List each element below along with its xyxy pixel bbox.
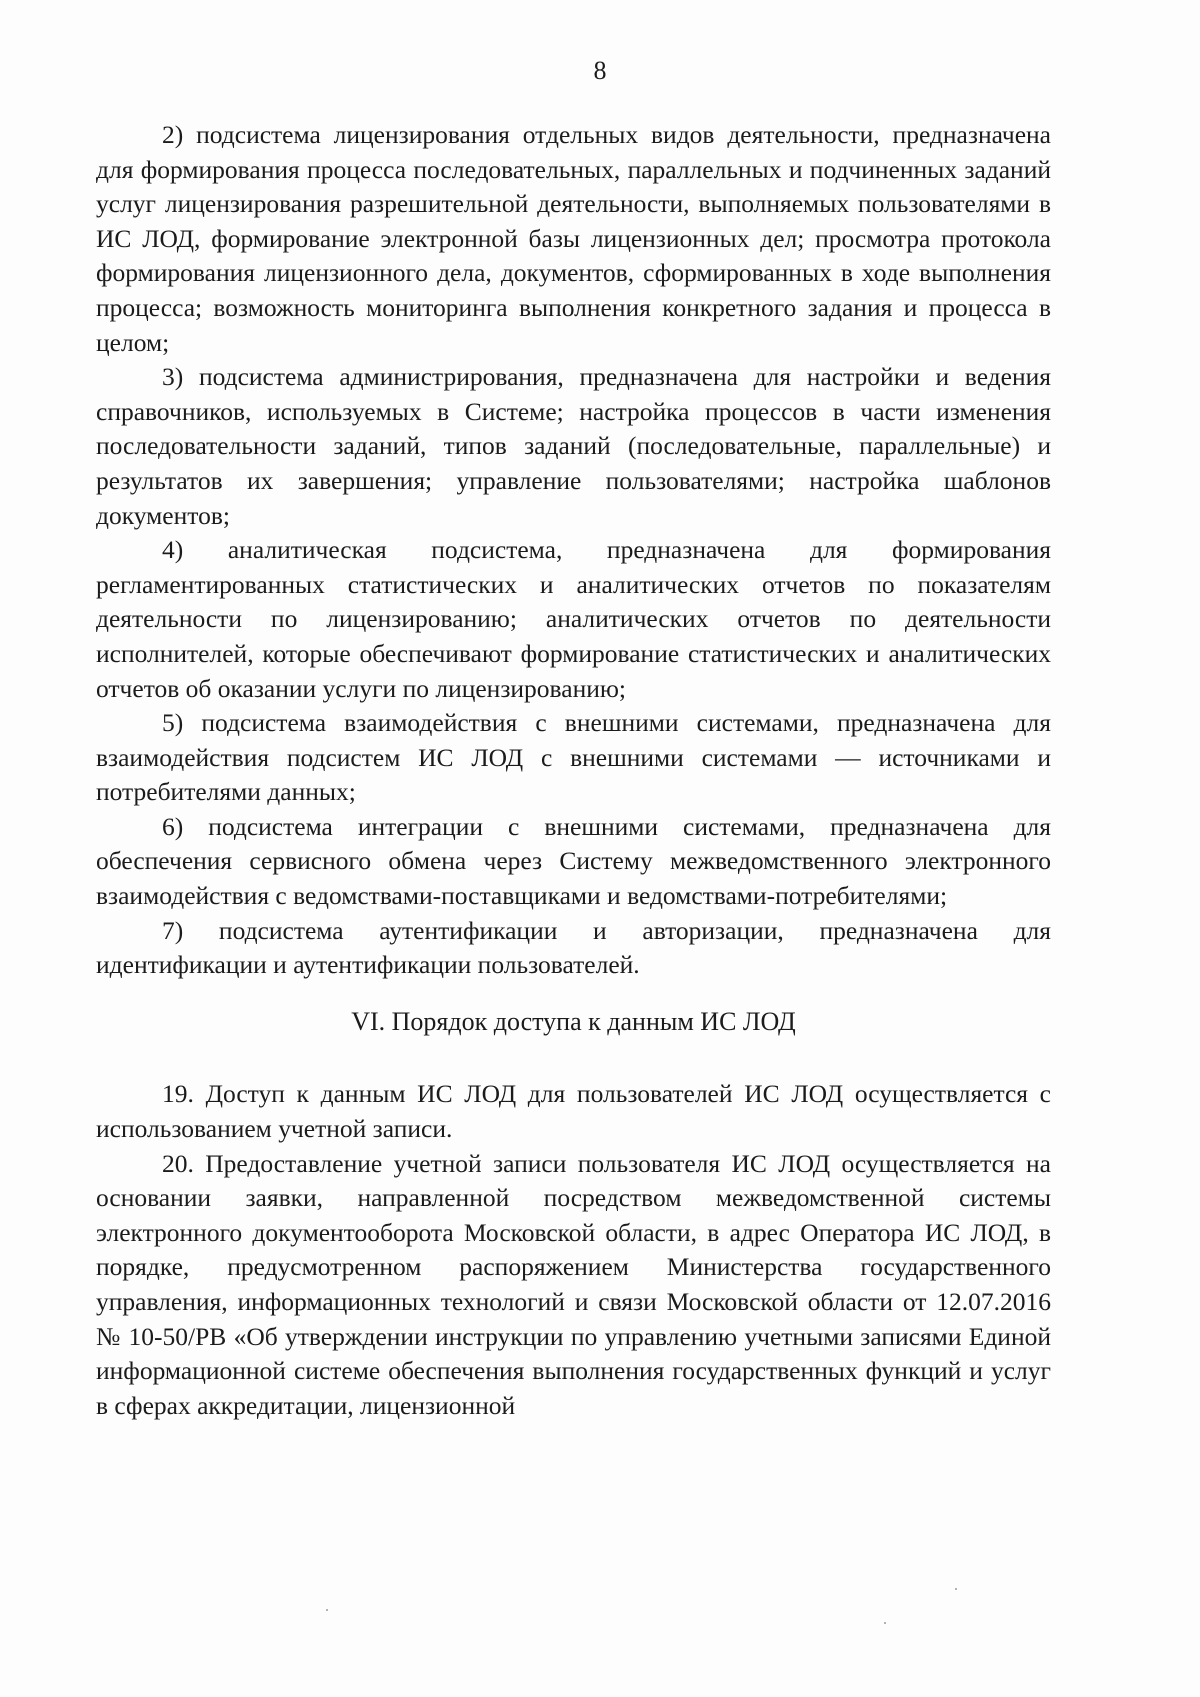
paragraph-subsystem-authentication: 7) подсистема аутентификации и авторизации, предназначена для идентификации и аутентификации пользователей.	[96, 915, 1051, 980]
paragraph-item-20: 20. Предоставление учетной записи пользователя ИС ЛОД осуществляется на основании заявки, направленной посредством межведомственной системы электронного документооборота Московской области, в адрес Оператора ИС ЛОД, в порядке, предусмотренном распоряжением Министерства государственного управления, информационных технологий и связи Московской области от 12.07.2016 № 10-50/РВ «Об утверждении инструкции по управлению учетными записями Единой информационной системе обеспечения выполнения государственных функций и услуг в сферах аккредитации, лицензионной	[96, 1148, 1051, 1420]
section-heading: VI. Порядок доступа к данным ИС ЛОД	[351, 1006, 796, 1036]
scan-speck	[955, 1588, 957, 1590]
page-number: 8	[593, 56, 607, 85]
paragraph-subsystem-licensing: 2) подсистема лицензирования отдельных видов деятельности, предназначена для формирования процесса последовательных, параллельных и подчиненных заданий услуг лицензирования разрешительной деятельности, выполняемых пользователями в ИС ЛОД, формирование электронной базы лицензионных дел; просмотра протокола формирования лицензионного дела, документов, сформированных в ходе выполнения процесса; возможность мониторинга выполнения конкретного задания и процесса в целом;	[96, 120, 1051, 357]
scan-speck	[884, 1622, 886, 1624]
paragraph-subsystem-integration: 6) подсистема интеграции с внешними системами, предназначена для обеспечения сервисного обмена через Систему межведомственного электронного взаимодействия с ведомствами-поставщиками и ведомствами-потребителями;	[96, 811, 1051, 911]
paragraph-subsystem-administration: 3) подсистема администрирования, предназначена для настройки и ведения справочников, используемых в Системе; настройка процессов в части изменения последовательности заданий, типов заданий (последовательные, параллельные) и результатов их завершения; управление пользователями; настройка шаблонов документов;	[96, 362, 1051, 530]
paragraph-subsystem-analytics: 4) аналитическая подсистема, предназначена для формирования регламентированных статистических и аналитических отчетов по показателям деятельности по лицензированию; аналитических отчетов по деятельности исполнителей, которые обеспечивают формирование статистических и аналитических отчетов об оказании услуги по лицензированию;	[96, 535, 1051, 703]
paragraph-subsystem-interaction: 5) подсистема взаимодействия с внешними системами, предназначена для взаимодействия подсистем ИС ЛОД с внешними системами — источниками и потребителями данных;	[96, 708, 1051, 807]
scan-speck	[326, 1609, 328, 1611]
document-body	[96, 118, 1051, 1423]
paragraph-item-19: 19. Доступ к данным ИС ЛОД для пользователей ИС ЛОД осуществляется с использованием учетной записи.	[96, 1079, 1051, 1144]
